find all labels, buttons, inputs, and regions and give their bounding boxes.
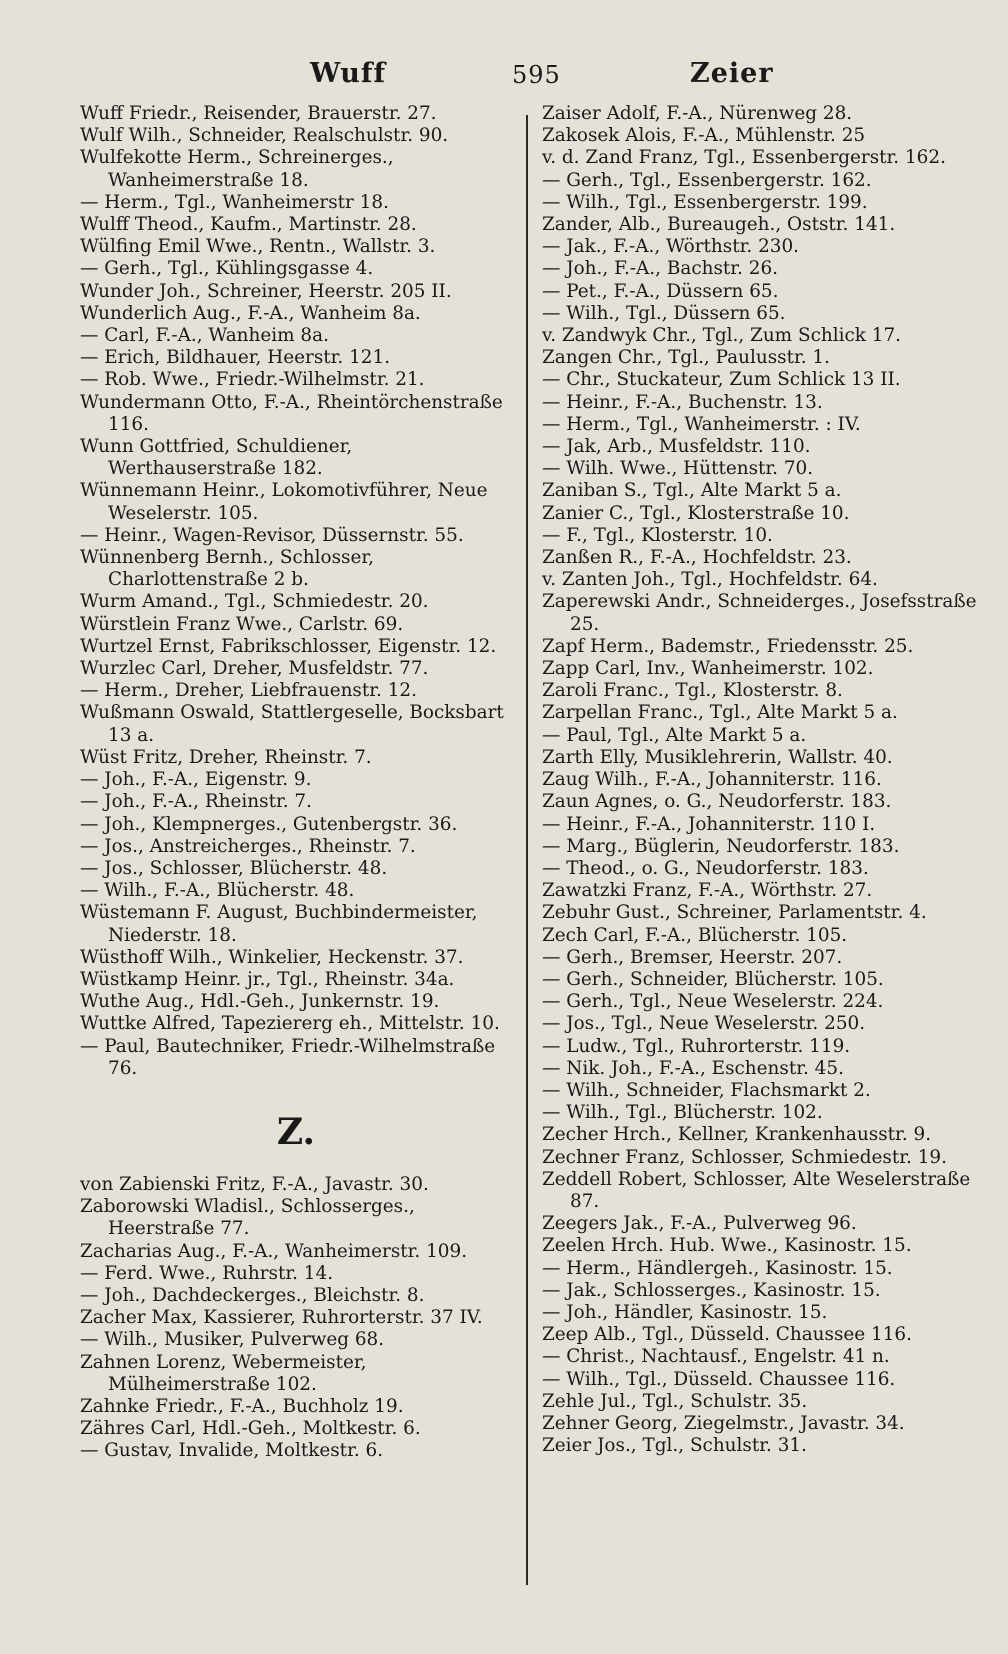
directory-entry: Wuttke Alfred, Tapeziererg eh., Mittelstr. 10. bbox=[80, 1013, 500, 1035]
directory-entry: Zanier C., Tgl., Klosterstraße 10. bbox=[542, 502, 850, 524]
directory-entry: — Chr., Stuckateur, Zum Schlick 13 II. bbox=[542, 369, 901, 391]
directory-entry: — Gerh., Tgl., Kühlingsgasse 4. bbox=[80, 258, 374, 280]
right-entries bbox=[542, 103, 982, 1457]
directory-entry: Zaperewski Andr., Schneiderges., Josefsstraße 25. bbox=[542, 591, 977, 635]
directory-entry: — Jos., Anstreicherges., Rheinstr. 7. bbox=[80, 835, 416, 857]
directory-entry: — Gerh., Bremser, Heerstr. 207. bbox=[542, 946, 843, 968]
directory-entry: Wurtzel Ernst, Fabrikschlosser, Eigenstr. 12. bbox=[80, 635, 497, 657]
directory-entry: Zehle Jul., Tgl., Schulstr. 35. bbox=[542, 1390, 808, 1412]
directory-entry: — Wilh., Tgl., Düsseld. Chaussee 116. bbox=[542, 1368, 896, 1390]
directory-entry: — Wilh., Tgl., Blücherstr. 102. bbox=[542, 1102, 823, 1124]
directory-entry: — Gerh., Schneider, Blücherstr. 105. bbox=[542, 968, 884, 990]
left-entries-top bbox=[80, 103, 512, 1080]
directory-entry: Wunn Gottfried, Schuldiener, Werthauserstraße 182. bbox=[80, 436, 353, 480]
directory-entry: Zaroli Franc., Tgl., Klosterstr. 8. bbox=[542, 680, 843, 702]
directory-entry: — Heinr., F.-A., Johanniterstr. 110 I. bbox=[542, 813, 876, 835]
directory-entry: — Jos., Tgl., Neue Weselerstr. 250. bbox=[542, 1013, 866, 1035]
directory-entry: Zaborowski Wladisl., Schlosserges., Heerstraße 77. bbox=[80, 1196, 415, 1240]
directory-entry: — Wilh., F.-A., Blücherstr. 48. bbox=[80, 880, 355, 902]
directory-entry: Zaiser Adolf, F.-A., Nürenweg 28. bbox=[542, 103, 853, 124]
directory-entry: — Pet., F.-A., Düssern 65. bbox=[542, 280, 779, 302]
directory-entry: — Wilh., Musiker, Pulverweg 68. bbox=[80, 1329, 385, 1351]
directory-entry: Zech Carl, F.-A., Blücherstr. 105. bbox=[542, 924, 848, 946]
directory-entry: Zawatzki Franz, F.-A., Wörthstr. 27. bbox=[542, 880, 873, 902]
directory-entry: — Rob. Wwe., Friedr.-Wilhelmstr. 21. bbox=[80, 369, 425, 391]
directory-entry: — Herm., Händlergeh., Kasinostr. 15. bbox=[542, 1257, 893, 1279]
directory-entry: Wulf Wilh., Schneider, Realschulstr. 90. bbox=[80, 125, 449, 147]
directory-entry: — Paul, Tgl., Alte Markt 5 a. bbox=[542, 724, 807, 746]
directory-entry: — Joh., Dachdeckerges., Bleichstr. 8. bbox=[80, 1284, 425, 1306]
directory-entry: Zähres Carl, Hdl.-Geh., Moltkestr. 6. bbox=[80, 1418, 421, 1440]
directory-entry: — Ferd. Wwe., Ruhrstr. 14. bbox=[80, 1262, 334, 1284]
directory-entry: Zeep Alb., Tgl., Düsseld. Chaussee 116. bbox=[542, 1324, 912, 1346]
directory-entry: — Heinr., F.-A., Buchenstr. 13. bbox=[542, 391, 823, 413]
directory-entry: — Wilh. Wwe., Hüttenstr. 70. bbox=[542, 458, 814, 480]
directory-entry: Wunderlich Aug., F.-A., Wanheim 8a. bbox=[80, 302, 421, 324]
directory-entry: Zeegers Jak., F.-A., Pulverweg 96. bbox=[542, 1213, 857, 1235]
directory-entry: Wulff Theod., Kaufm., Martinstr. 28. bbox=[80, 214, 417, 236]
directory-entry: Wüst Fritz, Dreher, Rheinstr. 7. bbox=[80, 746, 372, 768]
directory-entry: — Paul, Bautechniker, Friedr.-Wilhelmstraße 76. bbox=[80, 1035, 496, 1079]
directory-entry: Zeier Jos., Tgl., Schulstr. 31. bbox=[542, 1435, 807, 1457]
directory-entry: — Wilh., Tgl., Essenbergerstr. 199. bbox=[542, 191, 868, 213]
directory-entry: — Jak., Schlosserges., Kasinostr. 15. bbox=[542, 1279, 881, 1301]
directory-entry: Zecher Hrch., Kellner, Krankenhausstr. 9. bbox=[542, 1124, 932, 1146]
directory-entry: Zahnen Lorenz, Webermeister, Mülheimerstraße 102. bbox=[80, 1351, 367, 1395]
directory-entry: — Jak., F.-A., Wörthstr. 230. bbox=[542, 236, 800, 258]
directory-entry: — Jak, Arb., Musfeldstr. 110. bbox=[542, 436, 811, 458]
column-divider bbox=[526, 115, 528, 1585]
directory-entry: — Joh., F.-A., Eigenstr. 9. bbox=[80, 769, 312, 791]
directory-entry: — Gerh., Tgl., Essenbergerstr. 162. bbox=[542, 169, 872, 191]
directory-entry: Wußmann Oswald, Stattlergeselle, Bocksbart 13 a. bbox=[80, 702, 504, 746]
directory-entry: — Nik. Joh., F.-A., Eschenstr. 45. bbox=[542, 1057, 844, 1079]
directory-entry: Wüsthoff Wilh., Winkelier, Heckenstr. 37. bbox=[80, 946, 464, 968]
directory-entry: Zacher Max, Kassierer, Ruhrorterstr. 37 IV. bbox=[80, 1307, 483, 1329]
directory-entry: Zeelen Hrch. Hub. Wwe., Kasinostr. 15. bbox=[542, 1235, 912, 1257]
directory-entry: — Joh., F.-A., Rheinstr. 7. bbox=[80, 791, 312, 813]
directory-entry: — Ludw., Tgl., Ruhrorterstr. 119. bbox=[542, 1035, 851, 1057]
directory-entry: Zechner Franz, Schlosser, Schmiedestr. 19. bbox=[542, 1146, 947, 1168]
directory-entry: — Marg., Büglerin, Neudorferstr. 183. bbox=[542, 835, 900, 857]
directory-entry: — Wilh., Tgl., Düssern 65. bbox=[542, 302, 786, 324]
directory-entry: — Gerh., Tgl., Neue Weselerstr. 224. bbox=[542, 991, 884, 1013]
directory-entry: — Herm., Dreher, Liebfrauenstr. 12. bbox=[80, 680, 417, 702]
directory-entry: Wulfekotte Herm., Schreinerges., Wanheimerstraße 18. bbox=[80, 147, 394, 191]
directory-entry: Wunder Joh., Schreiner, Heerstr. 205 II. bbox=[80, 280, 452, 302]
directory-entry: Zaug Wilh., F.-A., Johanniterstr. 116. bbox=[542, 769, 882, 791]
left-entries-bottom bbox=[80, 1174, 512, 1463]
section-letter: Z. bbox=[276, 1110, 316, 1153]
directory-entry: — Carl, F.-A., Wanheim 8a. bbox=[80, 325, 329, 347]
directory-entry: — Herm., Tgl., Wanheimerstr 18. bbox=[80, 191, 389, 213]
directory-entry: Würstlein Franz Wwe., Carlstr. 69. bbox=[80, 613, 404, 635]
directory-entry: Zacharias Aug., F.-A., Wanheimerstr. 109. bbox=[80, 1240, 468, 1262]
directory-entry: v. Zanten Joh., Tgl., Hochfeldstr. 64. bbox=[542, 569, 878, 591]
header-right-word: Zeier bbox=[690, 58, 774, 89]
page-header bbox=[0, 58, 1008, 94]
directory-entry: v. d. Zand Franz, Tgl., Essenbergerstr. 162. bbox=[542, 147, 946, 169]
directory-entry: Zahnke Friedr., F.-A., Buchholz 19. bbox=[80, 1395, 404, 1417]
directory-entry: v. Zandwyk Chr., Tgl., Zum Schlick 17. bbox=[542, 325, 902, 347]
directory-entry: — Herm., Tgl., Wanheimerstr. : IV. bbox=[542, 413, 861, 435]
directory-entry: Wurm Amand., Tgl., Schmiedestr. 20. bbox=[80, 591, 429, 613]
header-left-word: Wuff bbox=[310, 58, 387, 89]
directory-entry: Wurzlec Carl, Dreher, Musfeldstr. 77. bbox=[80, 658, 429, 680]
directory-entry: — Heinr., Wagen-Revisor, Düssernstr. 55. bbox=[80, 524, 464, 546]
directory-entry: Wundermann Otto, F.-A., Rheintörchenstraße 116. bbox=[80, 391, 503, 435]
directory-entry: Zarth Elly, Musiklehrerin, Wallstr. 40. bbox=[542, 746, 893, 768]
directory-entry: Zebuhr Gust., Schreiner, Parlamentstr. 4. bbox=[542, 902, 927, 924]
directory-entry: Zeddell Robert, Schlosser, Alte Weselerstraße 87. bbox=[542, 1168, 971, 1212]
directory-entry: Wünnenberg Bernh., Schlosser, Charlottenstraße 2 b. bbox=[80, 547, 374, 591]
directory-entry: — Joh., Klempnerges., Gutenbergstr. 36. bbox=[80, 813, 458, 835]
directory-entry: Wüstkamp Heinr. jr., Tgl., Rheinstr. 34a. bbox=[80, 968, 455, 990]
directory-entry: — Joh., Händler, Kasinostr. 15. bbox=[542, 1301, 828, 1323]
right-column bbox=[542, 103, 982, 1457]
directory-entry: Zapp Carl, Inv., Wanheimerstr. 102. bbox=[542, 658, 874, 680]
directory-entry: — Gustav, Invalide, Moltkestr. 6. bbox=[80, 1440, 384, 1462]
directory-entry: Wülfing Emil Wwe., Rentn., Wallstr. 3. bbox=[80, 236, 436, 258]
directory-entry: Zapf Herm., Bademstr., Friedensstr. 25. bbox=[542, 635, 914, 657]
directory-entry: — Jos., Schlosser, Blücherstr. 48. bbox=[80, 857, 388, 879]
directory-entry: Zarpellan Franc., Tgl., Alte Markt 5 a. bbox=[542, 702, 898, 724]
directory-entry: von Zabienski Fritz, F.-A., Javastr. 30. bbox=[80, 1173, 429, 1195]
directory-entry: — Wilh., Schneider, Flachsmarkt 2. bbox=[542, 1079, 871, 1101]
left-column bbox=[80, 103, 512, 1463]
directory-entry: Wuthe Aug., Hdl.-Geh., Junkernstr. 19. bbox=[80, 991, 440, 1013]
directory-entry: Zangen Chr., Tgl., Paulusstr. 1. bbox=[542, 347, 830, 369]
directory-entry: — Joh., F.-A., Bachstr. 26. bbox=[542, 258, 778, 280]
directory-entry: — F., Tgl., Klosterstr. 10. bbox=[542, 524, 773, 546]
directory-entry: Wünnemann Heinr., Lokomotivführer, Neue Weselerstr. 105. bbox=[80, 480, 488, 524]
directory-entry: Zaniban S., Tgl., Alte Markt 5 a. bbox=[542, 480, 842, 502]
directory-entry: Wüstemann F. August, Buchbindermeister, Niederstr. 18. bbox=[80, 902, 478, 946]
directory-entry: Zakosek Alois, F.-A., Mühlenstr. 25 bbox=[542, 125, 866, 147]
directory-entry: — Theod., o. G., Neudorferstr. 183. bbox=[542, 857, 869, 879]
directory-entry: Zander, Alb., Bureaugeh., Oststr. 141. bbox=[542, 214, 896, 236]
directory-entry: — Erich, Bildhauer, Heerstr. 121. bbox=[80, 347, 391, 369]
directory-entry: Wuff Friedr., Reisender, Brauerstr. 27. bbox=[80, 103, 437, 124]
page-number: 595 bbox=[512, 61, 561, 89]
directory-entry: Zehner Georg, Ziegelmstr., Javastr. 34. bbox=[542, 1412, 905, 1434]
directory-entry: Zaun Agnes, o. G., Neudorferstr. 183. bbox=[542, 791, 892, 813]
directory-entry: Zanßen R., F.-A., Hochfeldstr. 23. bbox=[542, 547, 852, 569]
directory-entry: — Christ., Nachtausf., Engelstr. 41 n. bbox=[542, 1346, 890, 1368]
